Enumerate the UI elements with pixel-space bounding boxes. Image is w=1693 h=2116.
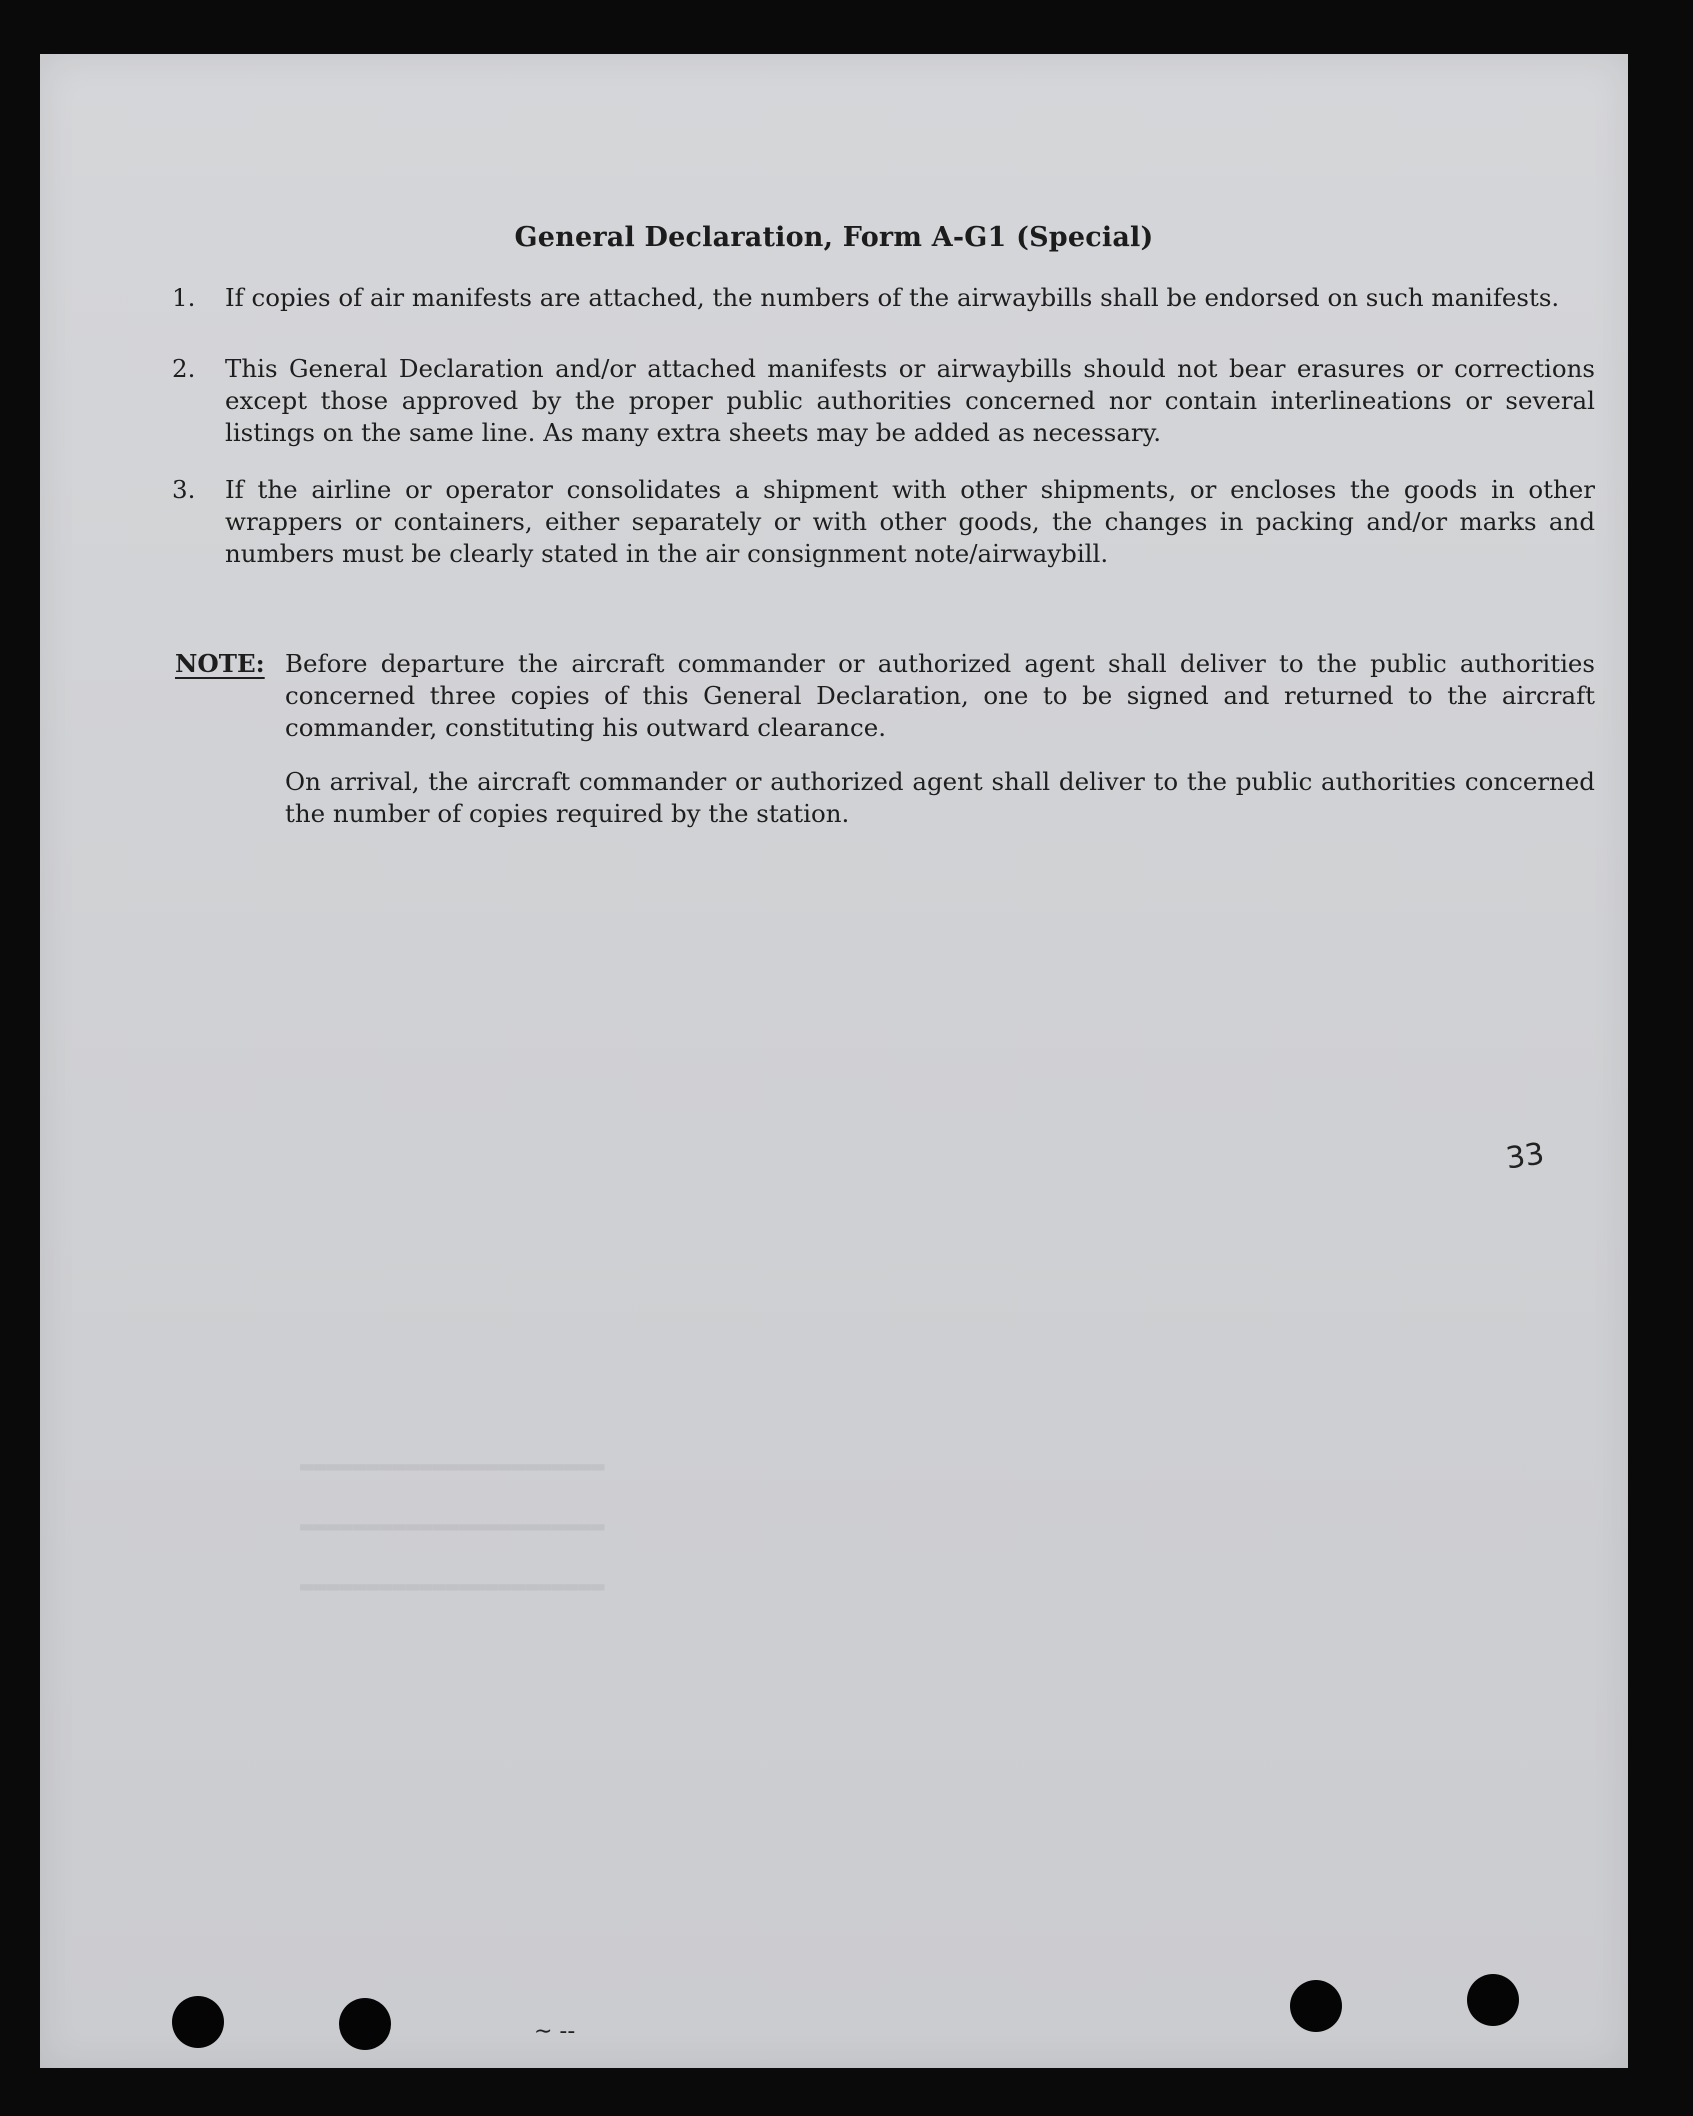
item-text: If the airline or operator consolidates a shipment with other shipments, or encloses the goods in other wrappers or containers, either separately or with other goods, the changes in packing and/or marks and numbers must be clearly stated in the air consignment note/airwaybill.: [225, 475, 1595, 568]
item-number: 1.: [172, 283, 196, 312]
note-paragraph-2: On arrival, the aircraft commander or authorized agent shall deliver to the public authorities concerned the number of copies required by the station.: [285, 767, 1595, 828]
item-text: If copies of air manifests are attached, the numbers of the airwaybills shall be endorsed on such manifests.: [225, 283, 1560, 312]
item-number: 2.: [172, 354, 196, 383]
handwritten-mark: 33: [1503, 1136, 1547, 1177]
punch-hole: [1467, 1974, 1519, 2026]
instruction-item-2: [135, 353, 1595, 453]
punch-hole: [1290, 1980, 1342, 2032]
item-number: 3.: [172, 475, 196, 504]
instruction-item-1: [135, 282, 1595, 322]
note-label: NOTE:: [175, 649, 265, 678]
punch-hole: [172, 1996, 224, 2048]
bleed-through-text: ▬▬▬▬▬▬▬▬▬▬▬▬▬▬▬▬▬▬▬▬▬▬▬: [300, 1454, 605, 1479]
bleed-through-text: ▬▬▬▬▬▬▬▬▬▬▬▬▬▬▬▬▬▬▬▬▬▬▬: [300, 1574, 605, 1599]
bleed-through-text: ▬▬▬▬▬▬▬▬▬▬▬▬▬▬▬▬▬▬▬▬▬▬▬: [300, 1514, 605, 1539]
page-title: General Declaration, Form A-G1 (Special): [514, 222, 1154, 253]
item-text: This General Declaration and/or attached manifests or airwaybills should not bear erasures or corrections except those approved by the proper public authorities concerned nor contain interlineations or several listings on the same line. As many extra sheets may be added as necessary.: [225, 354, 1595, 447]
note-paragraph-1: Before departure the aircraft commander or authorized agent shall deliver to the public authorities concerned three copies of this General Declaration, one to be signed and returned to the aircraft commander, constituting his outward clearance.: [285, 649, 1595, 742]
punch-hole: [339, 1998, 391, 2050]
instruction-item-3: [135, 474, 1595, 574]
document-page: [40, 54, 1628, 2068]
scratch-mark: ∼ ‐‐: [534, 2019, 576, 2044]
